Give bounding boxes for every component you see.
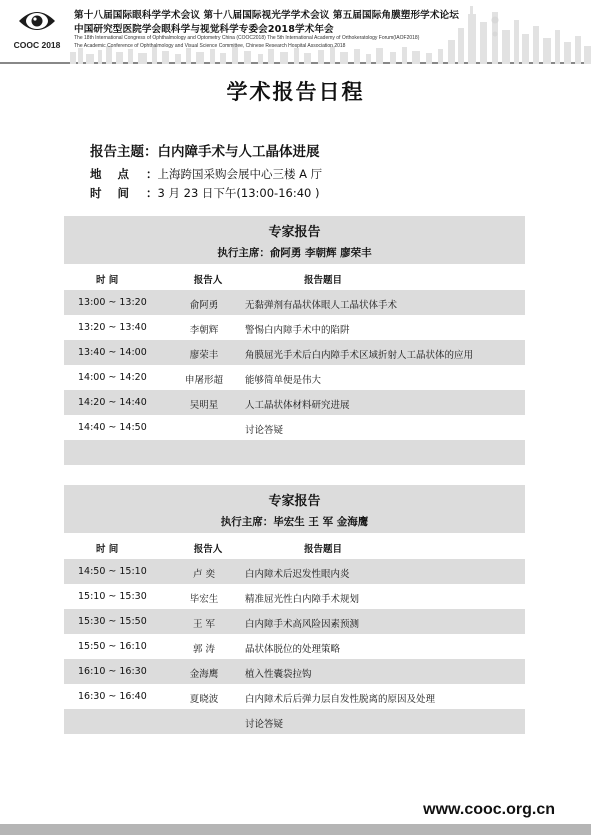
table-header bbox=[64, 264, 525, 290]
table-row bbox=[64, 684, 525, 709]
time-label: 时 间 bbox=[90, 186, 136, 200]
row-topic: 无黏弹剂有晶状体眼人工晶状体手术 bbox=[245, 300, 398, 311]
row-topic: 白内障术后后弹力层自发性脱离的原因及处理 bbox=[245, 694, 436, 705]
row-speaker: 廖荣丰 bbox=[189, 350, 219, 361]
row-time: 14:00 ~ 14:20 bbox=[78, 372, 147, 383]
session-chairs bbox=[64, 514, 525, 529]
time-colon: ： bbox=[146, 186, 158, 200]
logo-text: COOC 2018 bbox=[13, 40, 61, 50]
row-topic: 讨论答疑 bbox=[245, 425, 284, 436]
table-row bbox=[64, 709, 525, 734]
table-row bbox=[64, 340, 525, 365]
chair-label: 执行主席： bbox=[220, 516, 274, 528]
table-row bbox=[64, 415, 525, 440]
row-time: 14:20 ~ 14:40 bbox=[78, 397, 147, 408]
row-speaker: 吴明星 bbox=[189, 400, 219, 411]
row-speaker: 毕宏生 bbox=[189, 594, 219, 605]
time-value: 3 月 23 日下午(13:00-16:40 ) bbox=[157, 186, 320, 200]
chair-names: 俞阿勇 李朝辉 廖荣丰 bbox=[269, 247, 372, 259]
row-speaker: 李朝辉 bbox=[189, 325, 219, 336]
chair-names: 毕宏生 王 军 金海鹰 bbox=[273, 516, 369, 528]
location-row bbox=[90, 166, 322, 182]
table-row bbox=[64, 609, 525, 634]
row-time: 15:10 ~ 15:30 bbox=[78, 591, 147, 602]
header-congress-names: 第十八届国际眼科学学术会议 第十八届国际视光学学术会议 第五届国际角膜塑形学术论坛 bbox=[74, 10, 459, 21]
header-english-line-1: The 18th International Congress of Ophthalmology and Optometry China (COOC2018) The 5th International Academy of Orthokeratology Forum(IAOF2018) bbox=[74, 35, 420, 41]
row-topic: 人工晶状体材料研究进展 bbox=[245, 400, 350, 411]
location-label: 地 点 bbox=[90, 167, 136, 181]
session-block bbox=[64, 485, 525, 734]
table-row bbox=[64, 390, 525, 415]
row-topic: 警惕白内障手术中的陷阱 bbox=[245, 325, 350, 336]
row-time: 14:40 ~ 14:50 bbox=[78, 422, 147, 433]
time-row bbox=[90, 185, 319, 201]
header-english-line-2: The Academic Conference of Ophthalmology and Visual Science Committee, Chinese Research Hospital Association 2018 bbox=[74, 43, 346, 49]
table-row bbox=[64, 584, 525, 609]
session-block bbox=[64, 216, 525, 465]
location-colon: ： bbox=[146, 167, 158, 181]
row-time: 16:10 ~ 16:30 bbox=[78, 666, 147, 677]
session-header bbox=[64, 485, 525, 533]
footer-bar bbox=[0, 824, 591, 835]
header-conference-name: 中国研究型医院学会眼科学与视觉科学专委会2018学术年会 bbox=[74, 24, 334, 35]
table-row bbox=[64, 315, 525, 340]
row-time: 13:40 ~ 14:00 bbox=[78, 347, 147, 358]
row-topic: 讨论答疑 bbox=[245, 719, 284, 730]
table-row bbox=[64, 559, 525, 584]
session-title: 专家报告 bbox=[268, 494, 321, 509]
report-topic: 报告主题：白内障手术与人工晶体进展 bbox=[90, 144, 320, 160]
row-topic: 精准屈光性白内障手术规划 bbox=[245, 594, 360, 605]
column-header-topic: 报告题目 bbox=[304, 544, 343, 555]
table-header bbox=[64, 533, 525, 559]
row-topic: 晶状体脱位的处理策略 bbox=[245, 644, 341, 655]
row-topic: 白内障术后迟发性眼内炎 bbox=[245, 569, 350, 580]
column-header-time: 时 间 bbox=[96, 275, 119, 286]
row-time: 14:50 ~ 15:10 bbox=[78, 566, 147, 577]
column-header-speaker: 报告人 bbox=[193, 544, 223, 555]
row-speaker: 俞阿勇 bbox=[189, 300, 219, 311]
row-topic: 植入性囊袋拉钩 bbox=[245, 669, 312, 680]
session-chairs bbox=[64, 245, 525, 260]
page-title: 学术报告日程 bbox=[226, 80, 365, 104]
row-speaker: 王 军 bbox=[192, 619, 216, 630]
row-time: 15:30 ~ 15:50 bbox=[78, 616, 147, 627]
chair-label: 执行主席： bbox=[217, 247, 270, 259]
column-header-topic: 报告题目 bbox=[304, 275, 343, 286]
row-topic: 白内障手术高风险因素预测 bbox=[245, 619, 360, 630]
website-url: www.cooc.org.cn bbox=[423, 801, 555, 818]
row-speaker: 申屠形超 bbox=[184, 375, 223, 386]
session-title: 专家报告 bbox=[268, 225, 321, 240]
row-topic: 角膜屈光手术后白内障手术区域折射人工晶状体的应用 bbox=[245, 350, 474, 361]
row-speaker: 夏晓波 bbox=[189, 694, 219, 705]
row-time: 13:00 ~ 13:20 bbox=[78, 297, 147, 308]
row-time: 16:30 ~ 16:40 bbox=[78, 691, 147, 702]
eye-logo-icon bbox=[18, 8, 56, 34]
table-row bbox=[64, 634, 525, 659]
cooc-logo bbox=[8, 6, 66, 58]
column-header-time: 时 间 bbox=[96, 544, 119, 555]
row-time: 13:20 ~ 13:40 bbox=[78, 322, 147, 333]
page-header bbox=[0, 0, 591, 64]
row-speaker: 卢 奕 bbox=[192, 569, 216, 580]
table-row bbox=[64, 659, 525, 684]
row-topic: 能够简单便是伟大 bbox=[245, 375, 322, 386]
table-row bbox=[64, 290, 525, 315]
row-speaker: 金海鹰 bbox=[189, 669, 219, 680]
row-speaker: 郭 涛 bbox=[192, 644, 216, 655]
table-row bbox=[64, 440, 525, 465]
table-row bbox=[64, 365, 525, 390]
location-value: 上海跨国采购会展中心三楼 A 厅 bbox=[157, 167, 323, 181]
row-time: 15:50 ~ 16:10 bbox=[78, 641, 147, 652]
session-header bbox=[64, 216, 525, 264]
column-header-speaker: 报告人 bbox=[193, 275, 223, 286]
